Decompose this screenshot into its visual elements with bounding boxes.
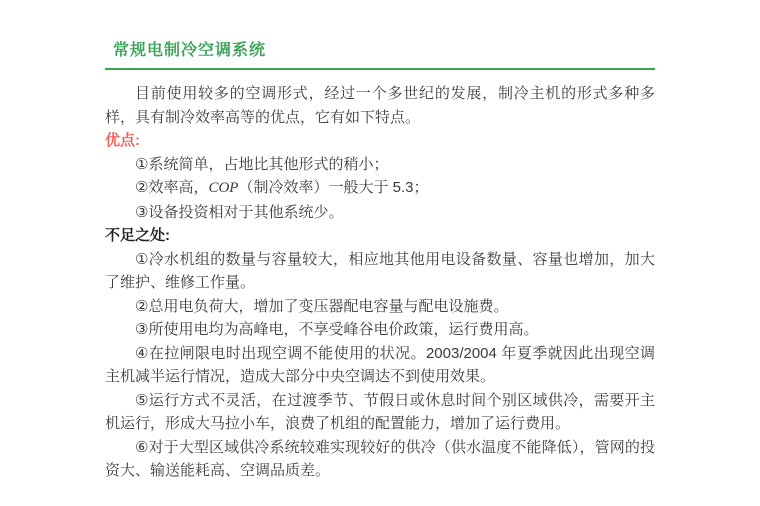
advantage-item-2-text-post: （制冷效率）一般大于 5.3； bbox=[238, 179, 429, 196]
page-title: 常规电制冷空调系统 bbox=[105, 0, 655, 70]
cop-abbreviation: COP bbox=[208, 180, 239, 196]
document-body bbox=[105, 70, 655, 483]
advantage-item-1: ①系统简单，占地比其他形式的稍小； bbox=[135, 155, 389, 173]
intro-paragraph: 目前使用较多的空调形式，经过一个多世纪的发展，制冷主机的形式多种多样，具有制冷效率高等的优点，它有如下特点。 bbox=[105, 85, 655, 126]
advantage-item-2 bbox=[105, 176, 655, 201]
disadvantage-item-3: ③所使用电均为高峰电，不享受峰谷电价政策，运行费用高。 bbox=[135, 321, 539, 338]
disadvantage-item-5: ⑤运行方式不灵活，在过渡季节、节假日或休息时间个别区域供冷，需要开主机运行，形成大马拉小车，浪费了机组的配置能力，增加了运行费用。 bbox=[105, 391, 655, 432]
disadvantage-item-1: ①冷水机组的数量与容量较大，相应地其他用电设备数量、容量也增加，加大了维护、维修工作量。 bbox=[105, 250, 655, 291]
disadvantages-label: 不足之处: bbox=[105, 227, 170, 244]
disadvantage-item-2: ②总用电负荷大，增加了变压器配电容量与配电设施费。 bbox=[135, 297, 509, 315]
advantage-item-2-text-pre: ②效率高， bbox=[135, 179, 209, 196]
advantage-item-3: ③设备投资相对于其他系统少。 bbox=[135, 203, 344, 221]
document-content bbox=[105, 0, 655, 483]
disadvantage-item-4: ④在拉闸限电时出现空调不能使用的状况。2003/2004 年夏季就因此出现空调主机减半运行情况，造成大部分中央空调达不到使用效果。 bbox=[105, 344, 655, 385]
disadvantage-item-6: ⑥对于大型区域供冷系统较难实现较好的供冷（供水温度不能降低），管网的投资大、输送能耗高、空调品质差。 bbox=[105, 438, 655, 479]
advantages-label: 优点: bbox=[105, 132, 140, 149]
